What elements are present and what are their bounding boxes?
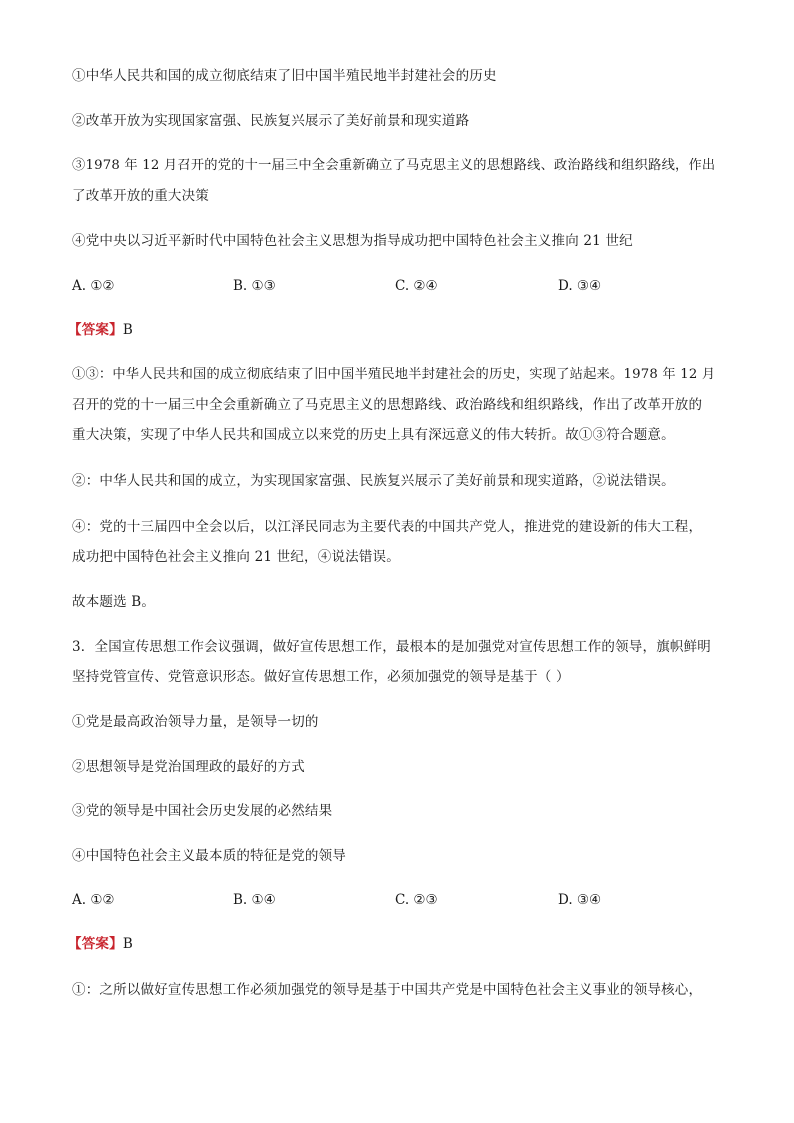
q3-option-c: C. ②③ (395, 892, 438, 908)
q2-option-a: A. ①② (72, 278, 115, 294)
q3-statement-1: ①党是最高政治领导力量，是领导一切的 (72, 714, 319, 730)
q3-stem-line-2: 坚持党管宣传、党管意识形态。做好宣传思想工作，必须加强党的领导是基于（ ） (72, 669, 570, 685)
q3-answer (68, 934, 724, 954)
q3-answer-label: 【答案】 (68, 936, 123, 952)
q3-statement-3: ③党的领导是中国社会历史发展的必然结果 (72, 803, 333, 819)
q2-answer-value: B (122, 322, 133, 338)
q2-option-d: D. ③④ (558, 278, 602, 294)
q2-option-c: C. ②④ (395, 278, 438, 294)
q2-statement-1: ①中华人民共和国的成立彻底结束了旧中国半殖民地半封建社会的历史 (72, 68, 497, 84)
q2-analysis-1-line-3: 重大决策，实现了中华人民共和国成立以来党的历史上具有深远意义的伟大转折。故①③符合题意。 (72, 427, 675, 443)
q2-answer-label: 【答案】 (68, 322, 123, 338)
q3-option-a: A. ①② (72, 892, 115, 908)
q2-statement-3-line-1: ③1978 年 12 月召开的党的十一届三中全会重新确立了马克思主义的思想路线、政治路线和组织路线，作出 (72, 158, 716, 173)
q3-options (72, 890, 722, 910)
q3-statement-4: ④中国特色社会主义最本质的特征是党的领导 (72, 848, 346, 864)
q3-answer-value: B (122, 936, 133, 952)
q2-statement-2: ②改革开放为实现国家富强、民族复兴展示了美好前景和现实道路 (72, 113, 470, 129)
q2-statement-4: ④党中央以习近平新时代中国特色社会主义思想为指导成功把中国特色社会主义推向 21 世纪 (72, 233, 633, 249)
q2-answer (68, 320, 724, 340)
q2-options (72, 276, 722, 296)
q2-analysis-3-line-2: 成功把中国特色社会主义推向 21 世纪，④说法错误。 (72, 549, 400, 565)
q2-analysis-1-line-2: 召开的党的十一届三中全会重新确立了马克思主义的思想路线、政治路线和组织路线，作出了改革开放的 (72, 397, 703, 413)
q2-option-b: B. ①③ (233, 278, 276, 294)
q3-stem-line-1: 3．全国宣传思想工作会议强调，做好宣传思想工作，最根本的是加强党对宣传思想工作的领导，旗帜鲜明 (72, 639, 711, 655)
q3-analysis-1-line-1: ①：之所以做好宣传思想工作必须加强党的领导是基于中国共产党是中国特色社会主义事业的领导核心， (72, 982, 703, 998)
q3-option-d: D. ③④ (558, 892, 602, 908)
q2-conclusion: 故本题选 B。 (72, 594, 156, 610)
q3-option-b: B. ①④ (233, 892, 276, 908)
q2-analysis-2: ②：中华人民共和国的成立，为实现国家富强、民族复兴展示了美好前景和现实道路，②说法错误。 (72, 473, 675, 489)
q3-statement-2: ②思想领导是党治国理政的最好的方式 (72, 759, 305, 775)
q2-analysis-3-line-1: ④：党的十三届四中全会以后，以江泽民同志为主要代表的中国共产党人，推进党的建设新的伟大工程， (72, 519, 703, 535)
q2-analysis-1-line-1: ①③：中华人民共和国的成立彻底结束了旧中国半殖民地半封建社会的历史，实现了站起来。1978 年 12 月 (72, 367, 716, 382)
q2-statement-3-line-2: 了改革开放的重大决策 (72, 188, 209, 204)
